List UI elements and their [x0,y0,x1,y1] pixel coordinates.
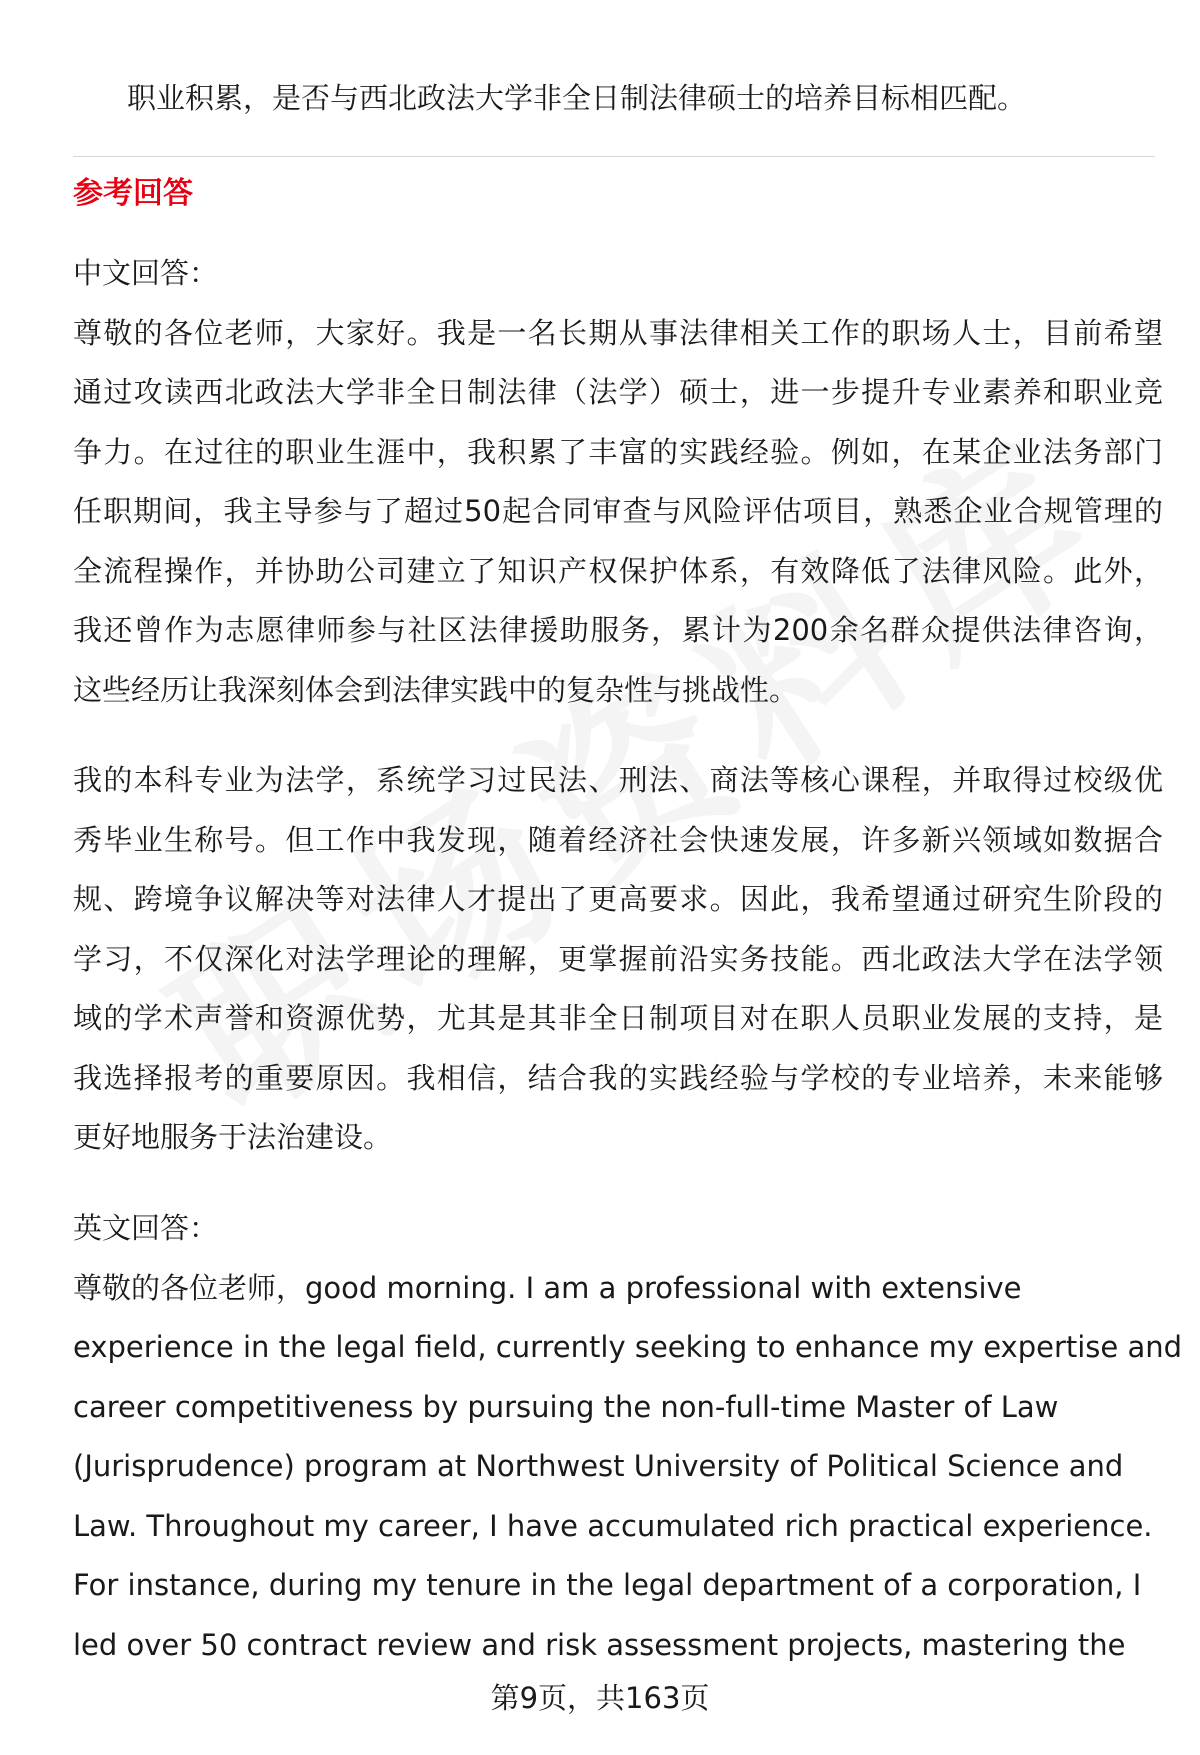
page-number: 第9页，共163页 [490,1681,710,1715]
paragraph-line: led over 50 contract review and risk assessment projects, mastering the [73,1627,1126,1662]
chinese-answer [73,244,1163,720]
paragraph-line: 任职期间，我主导参与了超过50起合同审查与风险评估项目，熟悉企业合规管理的 [73,494,1163,528]
paragraph-line: 域的学术声誉和资源优势，尤其是其非全日制项目对在职人员职业发展的支持，是 [73,1001,1163,1035]
paragraph-line: 学习，不仅深化对法学理论的理解，更掌握前沿实务技能。西北政法大学在法学领 [73,941,1163,976]
paragraph-line: 规、跨境争议解决等对法律人才提出了更高要求。因此，我希望通过研究生阶段的 [73,882,1163,916]
paragraph-line: 我还曾作为志愿律师参与社区法律援助服务，累计为200余名群众提供法律咨询， [73,613,1163,647]
paragraph-line: 争力。在过往的职业生涯中，我积累了丰富的实践经验。例如，在某企业法务部门 [73,434,1163,469]
paragraph-line: 秀毕业生称号。但工作中我发现，随着经济社会快速发展，许多新兴领域如数据合 [73,822,1163,857]
paragraph-line: 更好地服务于法治建设。 [73,1120,393,1154]
chinese-answer-paragraph-2 [73,751,1163,1168]
paragraph-line: 这些经历让我深刻体会到法律实践中的复杂性与挑战性。 [73,672,799,707]
chinese-answer-label: 中文回答： [73,256,219,290]
paragraph-line: For instance, during my tenure in the legal department of a corporation, I [73,1568,1142,1602]
paragraph-line: 我的本科专业为法学，系统学习过民法、刑法、商法等核心课程，并取得过校级优 [73,763,1163,797]
paragraph-line: 通过攻读西北政法大学非全日制法律（法学）硕士，进一步提升专业素养和职业竞 [73,375,1163,409]
paragraph-line: (Jurisprudence) program at Northwest University of Political Science and [73,1449,1124,1483]
paragraph-line: career competitiveness by pursuing the non-full-time Master of Law [73,1389,1059,1424]
paragraph-line: 尊敬的各位老师，大家好。我是一名长期从事法律相关工作的职场人士，目前希望 [73,315,1163,350]
english-answer-label: 英文回答： [73,1211,219,1245]
paragraph-line: Law. Throughout my career, I have accumulated rich practical experience. [73,1508,1153,1543]
paragraph-line: experience in the legal field, currently seeking to enhance my expertise and [73,1330,1183,1364]
paragraph-line: 全流程操作，并协助公司建立了知识产权保护体系，有效降低了法律风险。此外， [73,553,1163,588]
section-heading: 参考回答 [73,176,193,211]
paragraph-line: 我选择报考的重要原因。我相信，结合我的实践经验与学校的专业培养，未来能够 [73,1060,1163,1095]
paragraph-line: 尊敬的各位老师，good morning. I am a professional with extensive [73,1270,1022,1305]
english-answer [73,1199,1183,1675]
lead-line: 职业积累，是否与西北政法大学非全日制法律硕士的培养目标相匹配。 [127,81,1027,115]
divider [73,156,1155,157]
